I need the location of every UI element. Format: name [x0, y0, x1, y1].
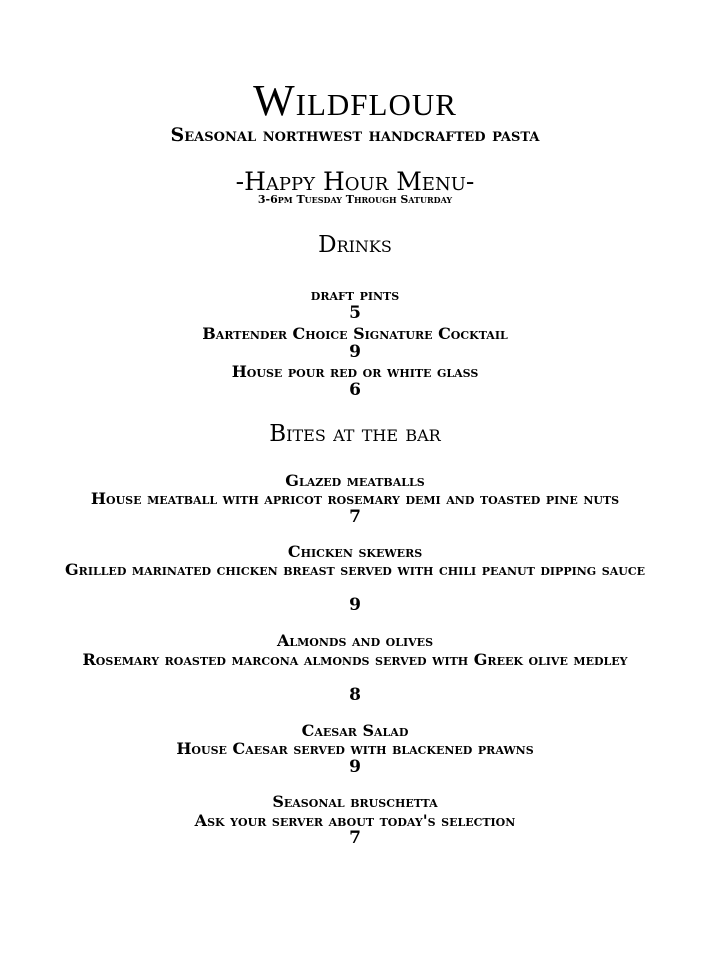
tagline: Seasonal northwest handcrafted pasta [170, 124, 540, 146]
happy-hour-subtitle: 3-6pm Tuesday Through Saturday [257, 193, 453, 206]
bite-item-price: 9 [349, 757, 361, 777]
bite-item-description: House Caesar served with blackened prawns [176, 739, 534, 758]
drink-item-name: Bartender Choice Signature Cocktail [202, 324, 508, 343]
bite-item-name: Caesar Salad [301, 721, 409, 740]
drinks-heading: Drinks [318, 232, 392, 258]
bite-item-description: Ask your server about today's selection [194, 811, 516, 830]
drink-item-price: 9 [349, 342, 361, 362]
bite-item-description: Grilled marinated chicken breast served with chili peanut dipping sauce [65, 560, 645, 579]
bite-item-description: House meatball with apricot rosemary demi and toasted pine nuts [90, 489, 620, 508]
restaurant-name: Wildflour [253, 76, 457, 125]
happy-hour-title: -Happy Hour Menu- [235, 167, 475, 196]
bite-item-name: Chicken skewers [287, 542, 423, 561]
drink-item-name: House pour red or white glass [231, 362, 479, 381]
bite-item-price: 8 [349, 685, 361, 705]
bite-item-price: 7 [349, 507, 361, 527]
bite-item-description: Rosemary roasted marcona almonds served with Greek olive medley [82, 650, 628, 669]
bite-item-price: 7 [349, 828, 361, 848]
drink-item-name: draft pints [310, 285, 400, 304]
bite-item-name: Almonds and olives [276, 631, 434, 650]
drink-item-price: 5 [349, 303, 361, 323]
bite-item-name: Glazed meatballs [285, 471, 425, 490]
bites-heading: Bites at the bar [269, 421, 441, 447]
drink-item-price: 6 [349, 380, 361, 400]
bite-item-name: Seasonal bruschetta [272, 792, 438, 811]
bite-item-price: 9 [349, 595, 361, 615]
